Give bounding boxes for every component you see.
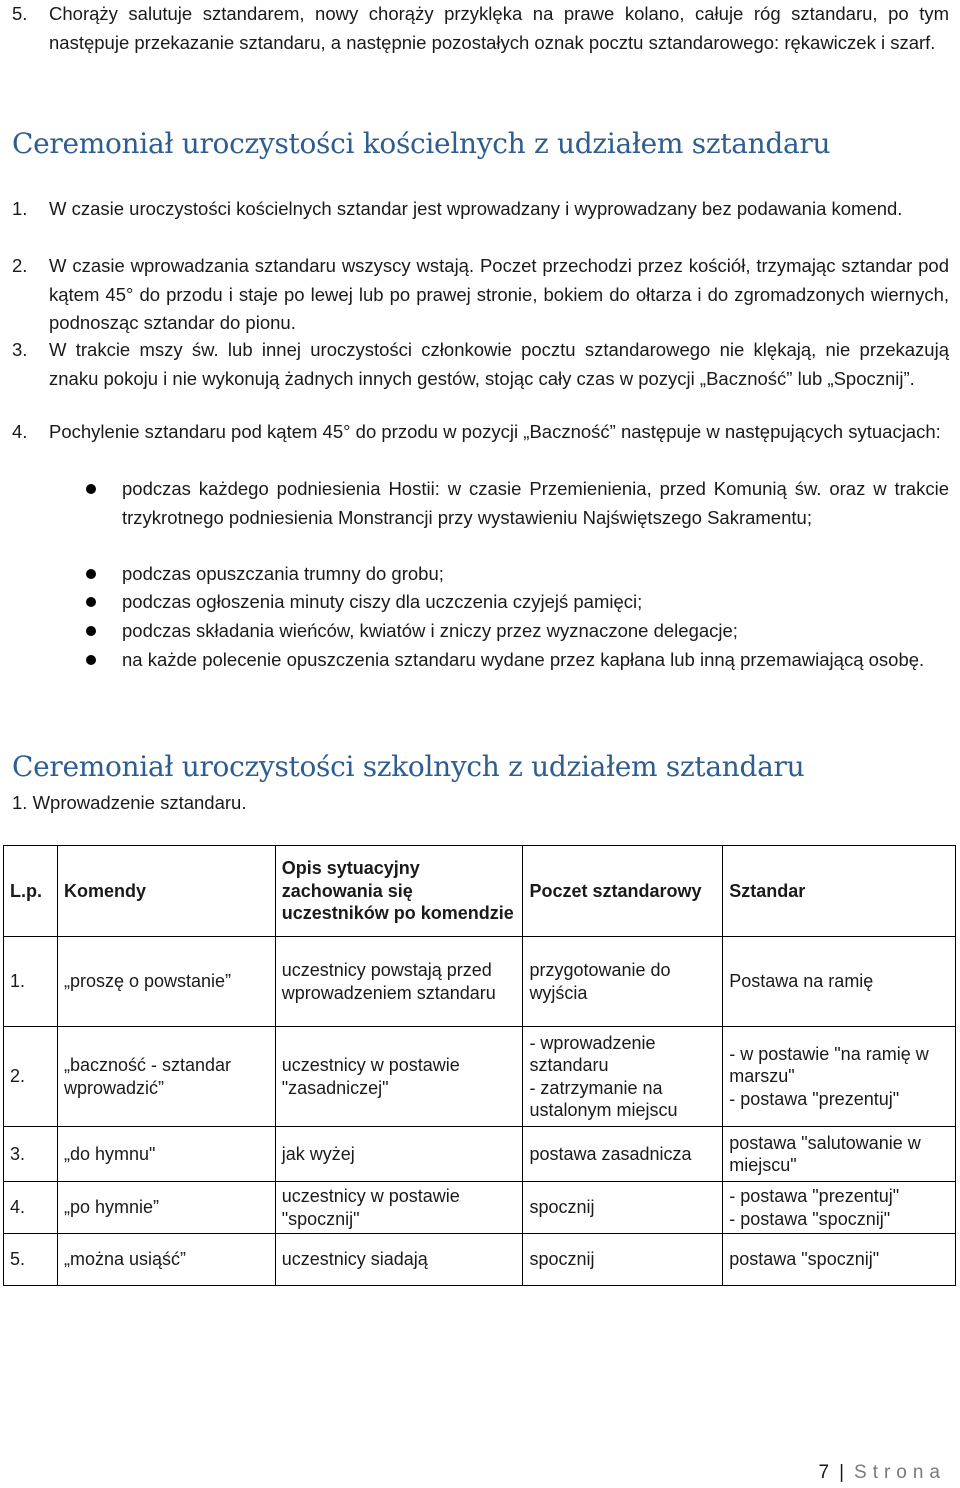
table-cell	[523, 1127, 723, 1182]
table-cell	[523, 1182, 723, 1234]
table-cell	[523, 937, 723, 1027]
table-cell-line: 3.	[10, 1143, 26, 1164]
church-item-1-text: W czasie uroczystości kościelnych sztandar jest wprowadzany i wyprowadzany bez podawania komend.	[49, 198, 903, 219]
header-color-guard: Poczet sztandarowy	[523, 846, 723, 937]
table-cell-line: jak wyżej	[281, 1143, 355, 1164]
table-row	[4, 1027, 956, 1127]
table-cell-line: Postawa na ramię	[729, 971, 874, 992]
table-cell	[275, 1182, 523, 1234]
footer-separator: |	[839, 1462, 845, 1483]
school-heading: Ceremoniał uroczystości szkolnych z udziałem sztandaru	[12, 750, 805, 783]
header-description: Opis sytuacyjny zachowania się uczestników po komendzie	[275, 846, 523, 937]
table-cell-line: 1.	[10, 971, 26, 992]
table-cell-line: spocznij	[529, 1197, 595, 1218]
table-cell	[723, 1182, 956, 1234]
table-cell-line: przygotowanie do wyjścia	[529, 960, 671, 1003]
footer-label: Strona	[854, 1462, 946, 1483]
table-cell-line: uczestnicy w postawie "spocznij"	[281, 1186, 460, 1229]
commands-table	[3, 845, 956, 1286]
table-cell	[57, 937, 275, 1027]
table-cell-line: postawa zasadnicza	[529, 1143, 692, 1164]
table-row	[4, 1234, 956, 1286]
bullet-dot	[86, 569, 96, 579]
table-cell	[4, 1182, 58, 1234]
table-cell	[4, 1027, 58, 1127]
table-cell-line: „baczność - sztandar wprowadzić”	[63, 1055, 232, 1098]
table-cell	[4, 1127, 58, 1182]
bullet-item-4: podczas składania wieńców, kwiatów i zniczy przez wyznaczone delegacje;	[122, 620, 738, 641]
table-cell	[523, 1027, 723, 1127]
table-cell-line: „można usiąść”	[63, 1249, 187, 1270]
intro-text: Chorąży salutuje sztandarem, nowy chorąży przyklęka na prawe kolano, całuje róg sztandaru, po tym następuje przekazanie sztandaru, a następnie pozostałych oznak pocztu sztandarowego: rękawiczek i szarf.	[49, 3, 949, 53]
table-cell	[57, 1234, 275, 1286]
church-heading: Ceremoniał uroczystości kościelnych z udziałem sztandaru	[12, 127, 831, 160]
table-cell	[275, 1027, 523, 1127]
school-subitem: 1. Wprowadzenie sztandaru.	[12, 792, 247, 813]
table-cell	[723, 1234, 956, 1286]
table-cell	[4, 1234, 58, 1286]
table-cell-line: postawa "spocznij"	[729, 1249, 880, 1270]
intro-number: 5.	[12, 3, 28, 24]
table-row	[4, 937, 956, 1027]
table-cell-line: - wprowadzenie sztandaru	[529, 1032, 656, 1075]
table-row	[4, 1127, 956, 1182]
church-item-4-text: Pochylenie sztandaru pod kątem 45° do przodu w pozycji „Baczność” następuje w następujących sytuacjach:	[49, 421, 941, 442]
table-cell-line: postawa "salutowanie w miejscu"	[729, 1132, 921, 1175]
table-cell	[723, 1027, 956, 1127]
header-commands: Komendy	[57, 846, 275, 937]
table-cell-line: - w postawie "na ramię w marszu"	[729, 1043, 929, 1087]
table-cell	[57, 1127, 275, 1182]
table-cell-line: spocznij	[529, 1249, 595, 1270]
church-item-2-text: W czasie wprowadzania sztandaru wszyscy wstają. Poczet przechodzi przez kościół, trzymając sztandar pod kątem 45° do przodu i staje po lewej lub po prawej stronie, bokiem do ołtarza i do zgromadzonych wiernych, podnosząc sztandar do pionu.	[49, 255, 949, 333]
church-item-1-number: 1.	[12, 198, 28, 219]
table-cell	[4, 937, 58, 1027]
page-footer	[819, 1462, 947, 1484]
table-body	[4, 937, 956, 1286]
bullet-dot	[86, 626, 96, 636]
table-cell-line: „proszę o powstanie”	[63, 971, 232, 992]
table-cell-line: uczestnicy siadają	[281, 1249, 428, 1270]
table-cell	[57, 1182, 275, 1234]
page-number: 7	[818, 1462, 830, 1483]
table-cell-line: - postawa "prezentuj"	[729, 1088, 900, 1109]
table-cell-line: uczestnicy w postawie "zasadniczej"	[281, 1055, 460, 1098]
table-cell-line: „do hymnu"	[63, 1143, 156, 1164]
bullet-item-2: podczas opuszczania trumny do grobu;	[122, 563, 444, 584]
table-cell-line: uczestnicy powstają przed wprowadzeniem sztandaru	[281, 960, 496, 1003]
table-cell	[275, 1127, 523, 1182]
header-banner: Sztandar	[723, 846, 956, 937]
table-cell-line: 4.	[10, 1197, 26, 1218]
bullet-item-1: podczas każdego podniesienia Hostii: w czasie Przemienienia, przed Komunią św. oraz w trakcie trzykrotnego podniesienia Monstrancji przy wystawieniu Najświętszego Sakramentu;	[122, 478, 949, 528]
table-cell	[57, 1027, 275, 1127]
table-header-row	[4, 846, 956, 937]
bullet-item-5: na każde polecenie opuszczenia sztandaru wydane przez kapłana lub inną przemawiającą osobę.	[122, 649, 925, 670]
table-cell	[523, 1234, 723, 1286]
table-cell-line: „po hymnie”	[63, 1197, 160, 1218]
table-cell	[275, 937, 523, 1027]
table-cell-line: 5.	[10, 1249, 26, 1270]
table-row	[4, 1182, 956, 1234]
table-cell-line: 2.	[10, 1066, 26, 1087]
table-cell	[723, 1127, 956, 1182]
table-cell-line: - zatrzymanie na ustalonym miejscu	[529, 1077, 678, 1120]
church-item-4-number: 4.	[12, 421, 28, 442]
bullet-dot	[86, 655, 96, 665]
church-item-2-number: 2.	[12, 255, 28, 276]
table-cell	[723, 937, 956, 1027]
table-cell-line: - postawa "prezentuj"	[729, 1186, 900, 1206]
table-cell-line: - postawa "spocznij"	[729, 1208, 891, 1229]
bullet-dot	[86, 597, 96, 607]
header-lp: L.p.	[4, 846, 58, 937]
bullet-item-3: podczas ogłoszenia minuty ciszy dla uczczenia czyjejś pamięci;	[122, 591, 643, 612]
church-item-3-number: 3.	[12, 339, 28, 360]
church-item-3-text: W trakcie mszy św. lub innej uroczystości członkowie pocztu sztandarowego nie klękają, nie przekazują znaku pokoju i nie wykonują żadnych innych gestów, stojąc cały czas w pozycji „Baczność” lub „Spocznij”.	[49, 339, 949, 389]
table-cell	[275, 1234, 523, 1286]
bullet-dot	[86, 484, 96, 494]
